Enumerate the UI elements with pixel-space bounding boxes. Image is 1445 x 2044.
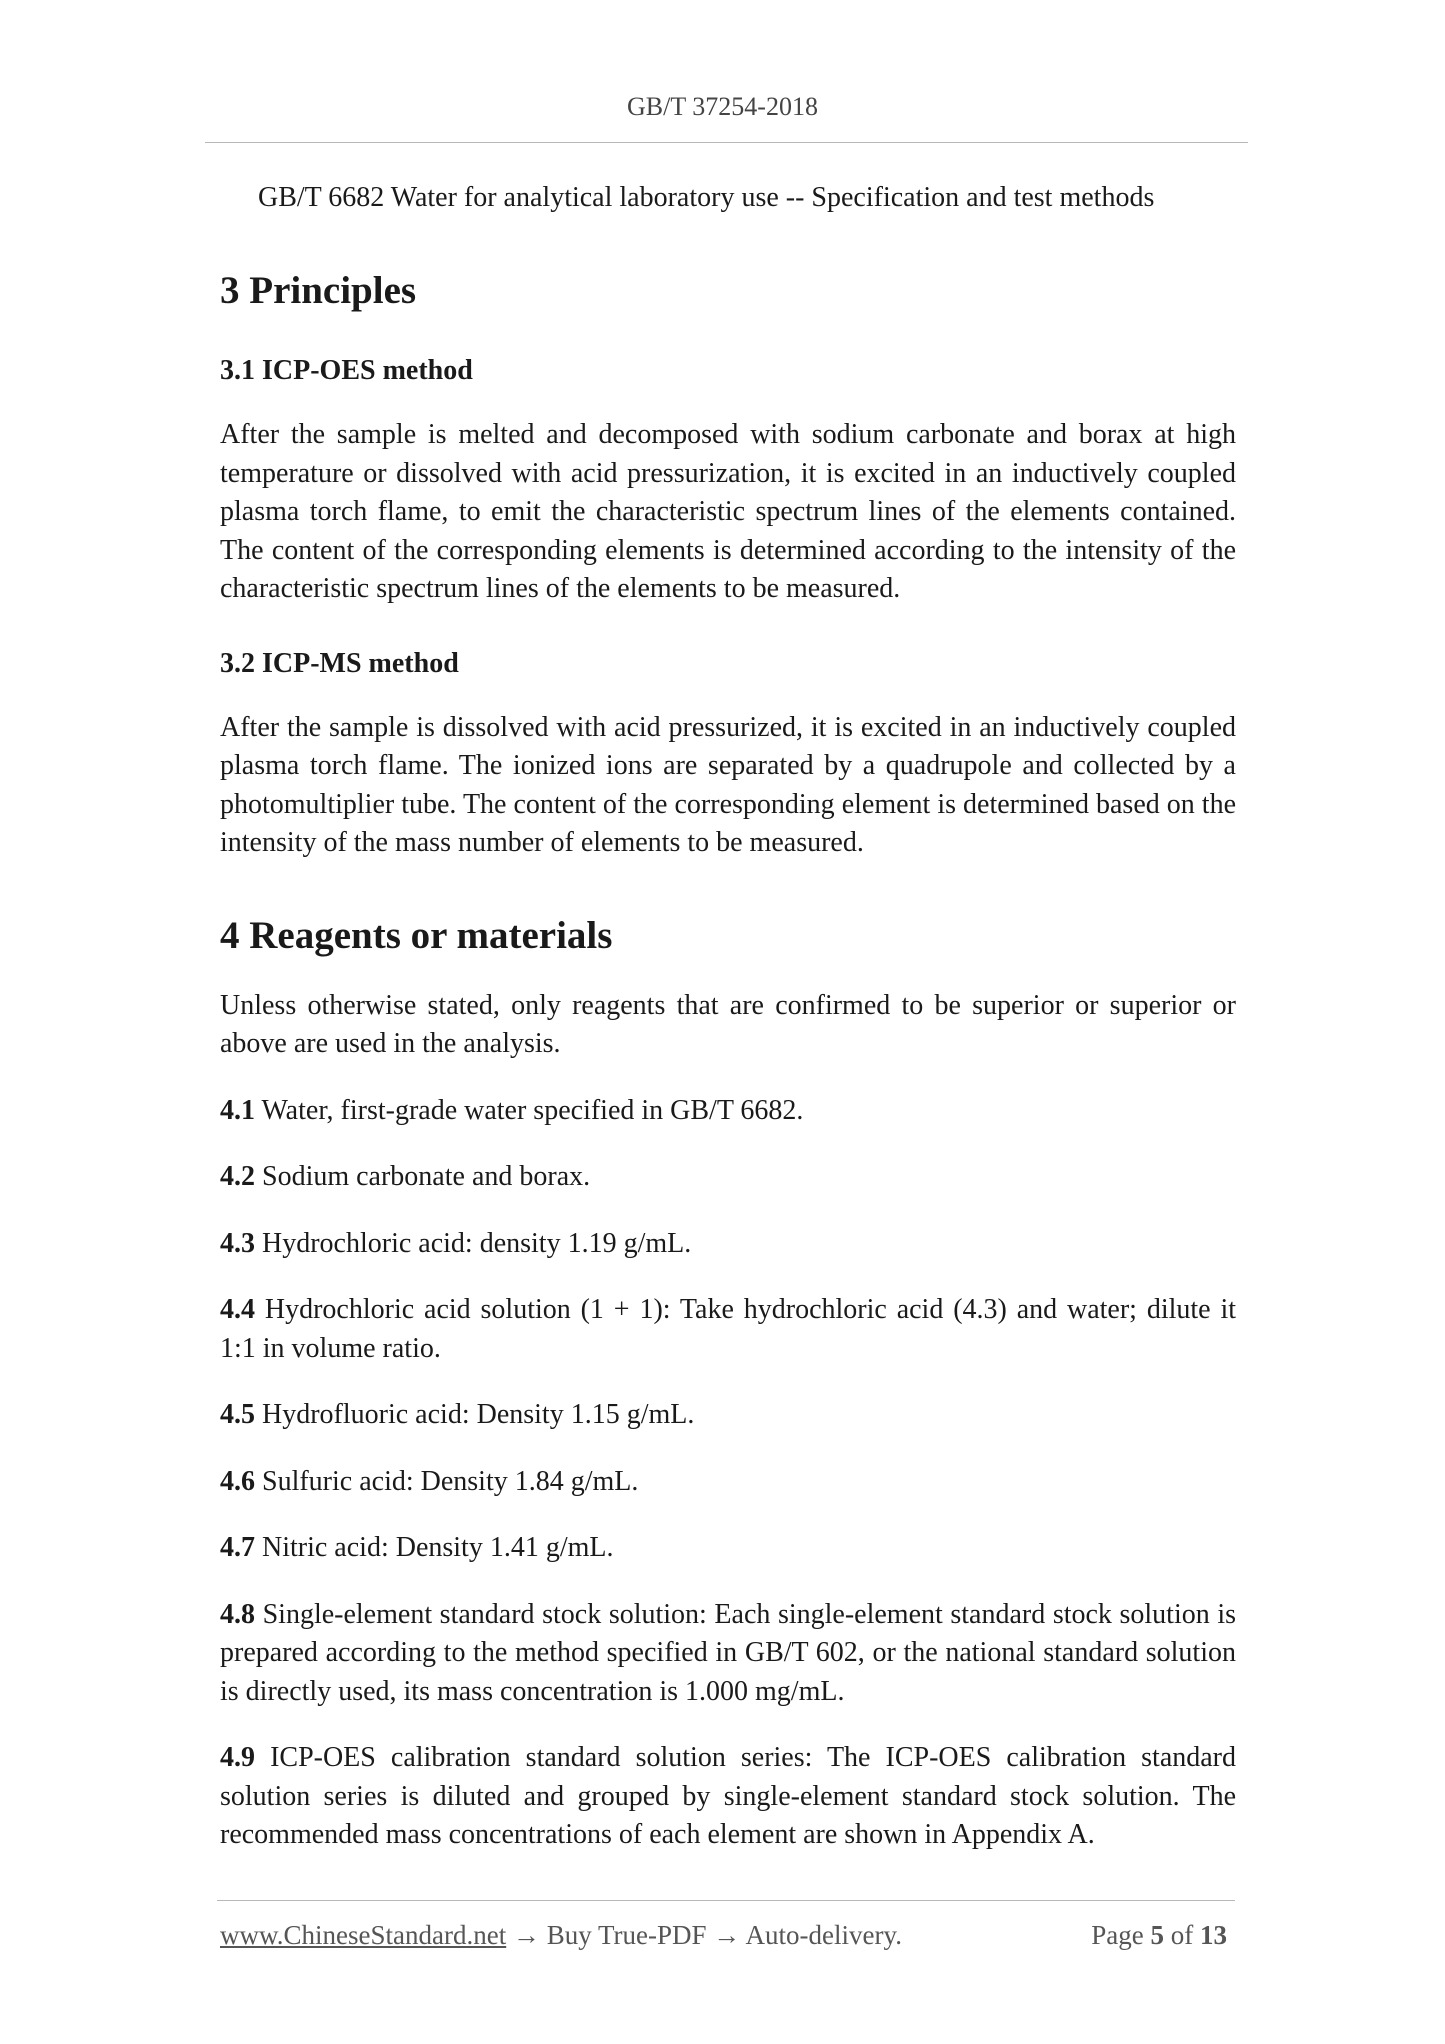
of-label: of <box>1170 1920 1194 1950</box>
section-4-intro: Unless otherwise stated, only reagents that are confirmed to be superior or superior or above are used in the analysis. <box>220 989 1236 1059</box>
item-text: ICP-OES calibration standard solution series: The ICP-OES calibration standard solution series is diluted and grouped by single-element standard stock solution. The recommended mass concentrations of each element are shown in Appendix A. <box>220 1742 1237 1850</box>
subsection-3-1-heading: 3.1 ICP-OES method <box>220 355 473 386</box>
current-page-number: 5 <box>1150 1920 1164 1950</box>
footer-promo <box>220 1920 902 1951</box>
reagent-item <box>220 1529 1236 1568</box>
total-pages-number: 13 <box>1200 1920 1227 1950</box>
reagent-item <box>220 1596 1236 1712</box>
item-number: 4.7 <box>220 1532 255 1563</box>
item-number: 4.3 <box>220 1227 255 1259</box>
arrow-right-icon: → <box>512 1920 540 1950</box>
item-number: 4.6 <box>220 1465 255 1497</box>
item-text: Nitric acid: Density 1.41 g/mL. <box>262 1532 614 1563</box>
item-text: Sodium carbonate and borax. <box>262 1161 591 1192</box>
normative-reference-line: GB/T 6682 Water for analytical laboratory use -- Specification and test methods <box>258 182 1155 213</box>
page-label: Page <box>1091 1920 1144 1950</box>
site-link[interactable]: www.ChineseStandard.net <box>220 1920 507 1950</box>
buy-true-pdf-link[interactable]: Buy True-PDF <box>546 1920 707 1950</box>
subsection-3-2-heading: 3.2 ICP-MS method <box>220 647 459 679</box>
reagent-item <box>220 1158 1236 1197</box>
item-text: Sulfuric acid: Density 1.84 g/mL. <box>262 1465 639 1497</box>
footer-divider <box>217 1900 1235 1901</box>
reagent-item <box>220 1225 1236 1264</box>
page-indicator <box>1091 1920 1227 1951</box>
item-number: 4.2 <box>220 1161 255 1192</box>
subsection-3-2-paragraph: After the sample is dissolved with acid pressurized, it is excited in an inductively coupled plasma torch flame. The ionized ions are separated by a quadrupole and collected by a photomultiplier tube. The content of the corresponding element is determined based on the intensity of the mass number of elements to be measured. <box>220 711 1236 858</box>
header-divider <box>205 142 1248 143</box>
item-text: Single-element standard stock solution: Each single-element standard stock solution is prepared according to the method specified in GB/T 602, or the national standard solution is directly used, its mass concentration is 1.000 mg/mL. <box>220 1598 1236 1707</box>
item-text: Water, first-grade water specified in GB/T 6682. <box>261 1094 804 1126</box>
reagent-item <box>220 1739 1236 1855</box>
section-3-heading: 3 Principles <box>220 269 417 312</box>
page-header-doc-id: GB/T 37254-2018 <box>627 92 818 121</box>
item-text: Hydrochloric acid solution (1 + 1): Take hydrochloric acid (4.3) and water; dilute it 1:1 in volume ratio. <box>220 1294 1237 1364</box>
item-number: 4.9 <box>220 1742 255 1773</box>
auto-delivery-text: Auto-delivery. <box>745 1920 902 1950</box>
item-text: Hydrofluoric acid: Density 1.15 g/mL. <box>262 1399 695 1430</box>
item-text: Hydrochloric acid: density 1.19 g/mL. <box>262 1227 692 1259</box>
item-number: 4.4 <box>220 1294 255 1325</box>
subsection-3-1-paragraph: After the sample is melted and decomposed with sodium carbonate and borax at high temperature or dissolved with acid pressurization, it is excited in an inductively coupled plasma torch flame, to emit the characteristic spectrum lines of the elements contained. The content of the corresponding elements is determined according to the intensity of the characteristic spectrum lines of the elements to be measured. <box>220 419 1236 604</box>
reagent-item <box>220 1463 1236 1502</box>
section-4-heading: 4 Reagents or materials <box>220 913 613 957</box>
item-number: 4.1 <box>220 1094 255 1126</box>
item-number: 4.5 <box>220 1399 255 1430</box>
reagent-item <box>220 1396 1236 1435</box>
reagent-item <box>220 1291 1236 1368</box>
reagent-item <box>220 1092 1236 1131</box>
arrow-right-icon: → <box>713 1920 741 1950</box>
document-body <box>220 170 1236 1855</box>
item-number: 4.8 <box>220 1598 255 1630</box>
